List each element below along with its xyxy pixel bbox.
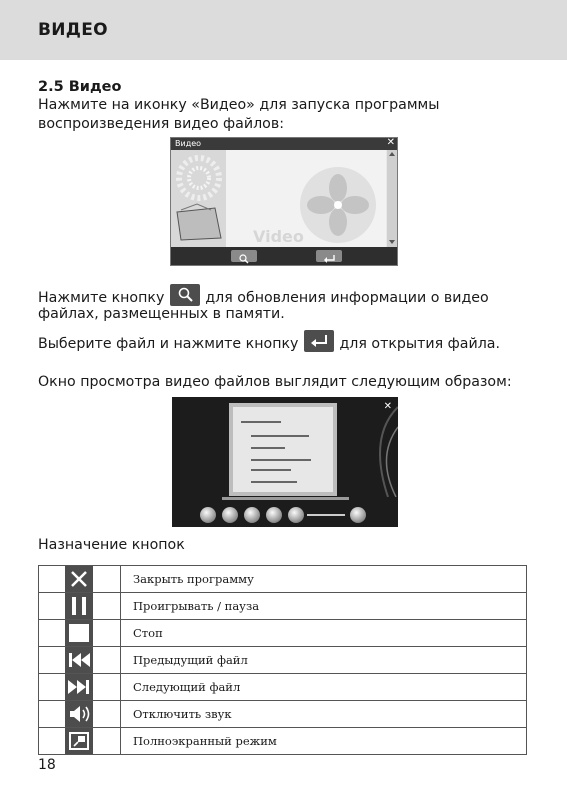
search-icon (231, 250, 257, 262)
button-table (38, 565, 527, 755)
video-player-screenshot (172, 397, 398, 527)
close-icon: ✕ (386, 137, 395, 148)
table-row (39, 701, 527, 728)
fullscreen-icon (65, 728, 93, 754)
open-before-text: Выберите файл и нажмите кнопку (38, 336, 299, 352)
browser-scrollbar (387, 150, 397, 247)
folder-icon (171, 150, 226, 247)
previous-file-icon (65, 647, 93, 673)
refresh-after-text: для обновления информации о видео (205, 290, 489, 306)
mute-icon (65, 701, 93, 727)
enter-icon (316, 250, 342, 262)
button-label: Проигрывать / пауза (121, 593, 527, 620)
browser-title: Видео (175, 139, 202, 148)
intro-line-2: воспроизведения видео файлов: (38, 116, 284, 132)
table-row (39, 620, 527, 647)
control-button-6 (350, 507, 366, 523)
button-label: Закрыть программу (121, 566, 527, 593)
table-row (39, 647, 527, 674)
open-after-text: для открытия файла. (339, 336, 500, 352)
play-pause-icon (65, 593, 93, 619)
stop-icon (65, 620, 93, 646)
close-icon (65, 566, 93, 592)
browser-title-bar (171, 138, 397, 150)
control-button-1 (200, 507, 216, 523)
refresh-line-2: файлах, размещенных в памяти. (38, 306, 285, 322)
decorative-swirl (358, 397, 398, 497)
buttons-heading: Назначение кнопок (38, 537, 185, 553)
table-row (39, 674, 527, 701)
open-instruction (38, 330, 500, 354)
intro-line-1: Нажмите на иконку «Видео» для запуска программы (38, 97, 440, 113)
refresh-before-text: Нажмите кнопку (38, 290, 165, 306)
button-label: Стоп (121, 620, 527, 647)
film-reel-icon (226, 150, 386, 247)
control-button-5 (288, 507, 304, 523)
button-label: Полноэкранный режим (121, 728, 527, 755)
volume-slider (307, 514, 345, 516)
table-row (39, 566, 527, 593)
control-button-4 (266, 507, 282, 523)
close-icon: ✕ (383, 401, 392, 412)
page-header (0, 0, 567, 60)
button-label: Следующий файл (121, 674, 527, 701)
section-title: 2.5 Видео (38, 79, 122, 95)
button-label: Отключить звук (121, 701, 527, 728)
page-number: 18 (38, 757, 56, 773)
control-button-2 (222, 507, 238, 523)
video-frame (229, 403, 337, 496)
next-file-icon (65, 674, 93, 700)
video-browser-screenshot (170, 137, 398, 266)
button-label: Предыдущий файл (121, 647, 527, 674)
browser-sidebar (171, 150, 226, 247)
player-intro: Окно просмотра видео файлов выглядит следующим образом: (38, 374, 512, 390)
video-content (233, 407, 333, 492)
browser-toolbar (171, 247, 397, 265)
table-row (39, 728, 527, 755)
browser-file-area (226, 150, 386, 247)
enter-icon (304, 330, 334, 352)
video-watermark: Video (253, 227, 304, 246)
header-title: ВИДЕО (38, 20, 108, 40)
search-icon (170, 284, 200, 306)
control-button-3 (244, 507, 260, 523)
progress-bar (222, 497, 349, 500)
table-row (39, 593, 527, 620)
